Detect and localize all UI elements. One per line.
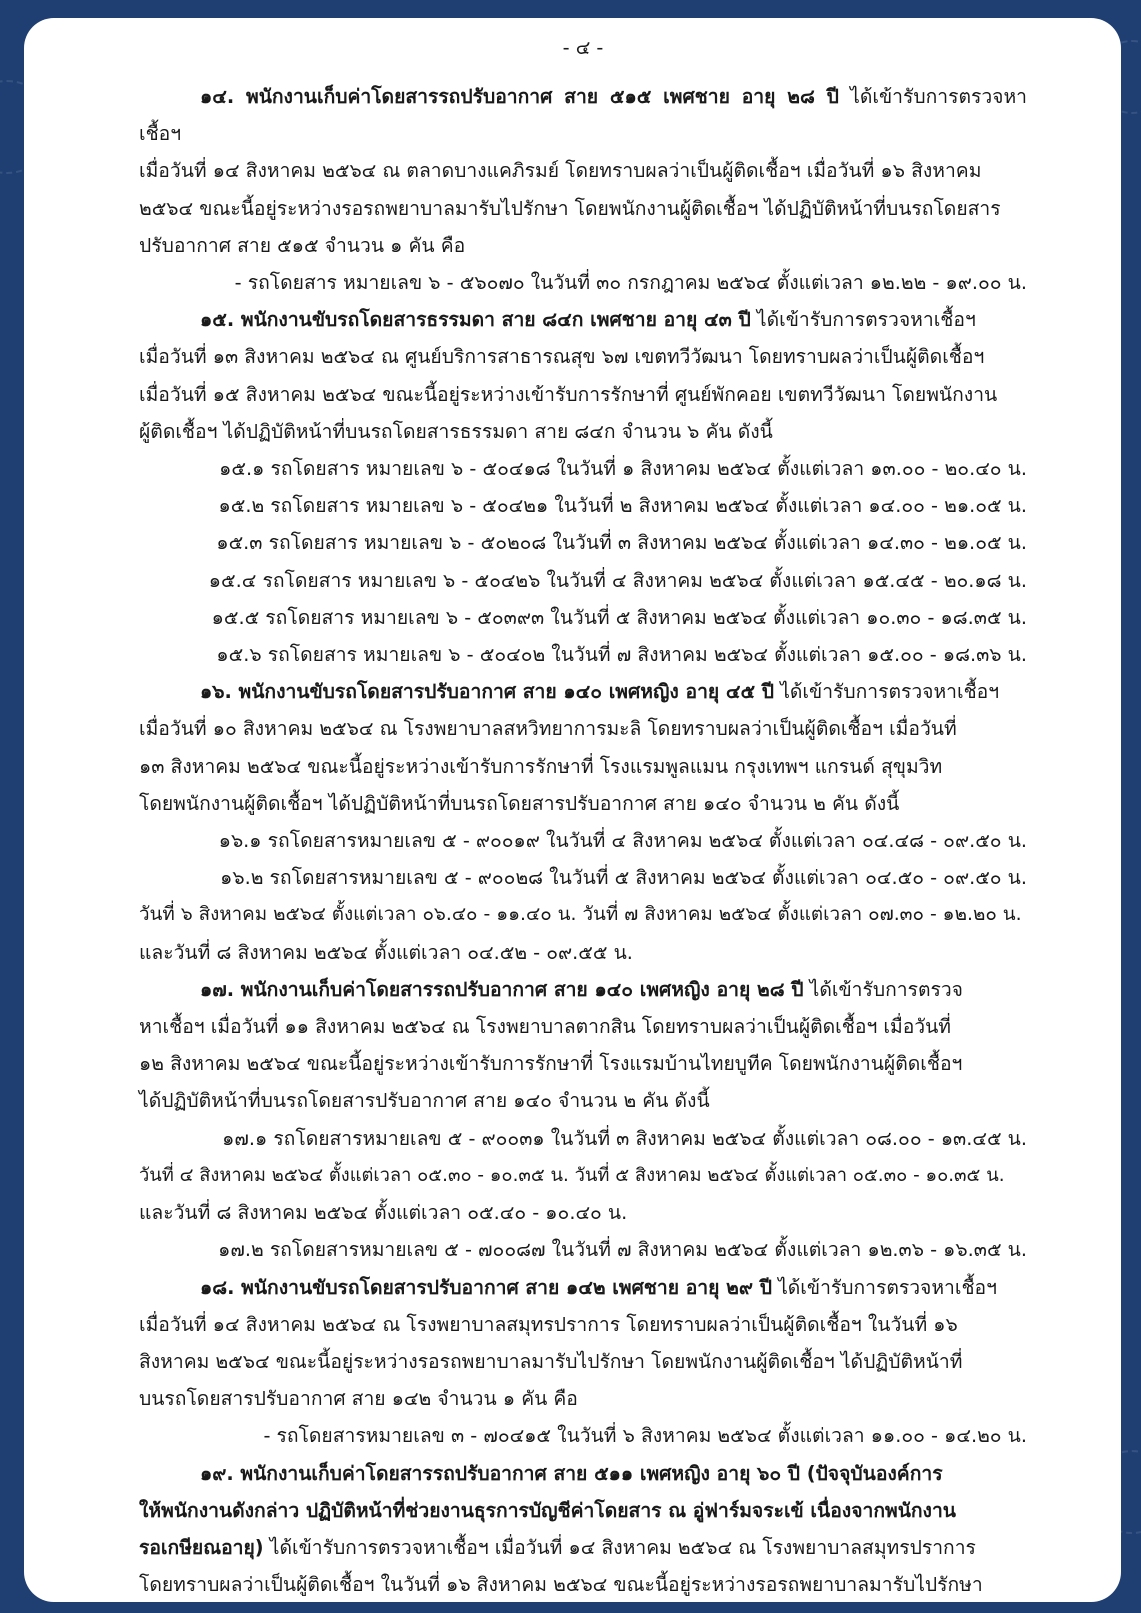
section-16-continuation: และวันที่ ๘ สิงหาคม ๒๕๖๔ ตั้งแต่เวลา ๐๔.๕๒ - ๐๙.๕๕ น. bbox=[139, 940, 633, 964]
section-lead: รอเกษียณอายุ) bbox=[139, 1535, 264, 1559]
section-17-item: ๑๗.๒ รถโดยสารหมายเลข ๕ - ๗๐๐๘๗ ในวันที่ ๗ สิงหาคม ๒๕๖๔ ตั้งแต่เวลา ๑๒.๓๖ - ๑๖.๓๕ น. bbox=[218, 1238, 1027, 1262]
section-15-item: ๑๕.๑ รถโดยสาร หมายเลข ๖ - ๕๐๔๑๘ ในวันที่ ๑ สิงหาคม ๒๕๖๔ ตั้งแต่เวลา ๑๓.๐๐ - ๒๐.๔๐ น. bbox=[219, 457, 1027, 481]
section-15-item: ๑๕.๒ รถโดยสาร หมายเลข ๖ - ๕๐๔๒๑ ในวันที่ ๒ สิงหาคม ๒๕๖๔ ตั้งแต่เวลา ๑๔.๐๐ - ๒๑.๐๕ น. bbox=[218, 494, 1027, 518]
section-16-continuation: วันที่ ๖ สิงหาคม ๒๕๖๔ ตั้งแต่เวลา ๐๖.๔๐ - ๑๑.๔๐ น. วันที่ ๗ สิงหาคม ๒๕๖๔ ตั้งแต่เวลา ๐๗.๓๐ - ๑๒.๒๐ น. bbox=[139, 904, 1022, 926]
section-19-para: ๑๙. พนักงานเก็บค่าโดยสารรถปรับอากาศ สาย ๕๑๑ เพศหญิง อายุ ๖๐ ปี (ปัจจุบันองค์การ ให้พนักงานดังกล่าว ปฏิบัติหน้าที่ช่วยงานธุรการบัญชีค่าโดยสาร ณ อู่ฟาร์มจระเข้ เนื่องจากพนักงาน รอเกษียณอายุ) ได้เข้ารับการตรวจหาเชื้อฯ เมื่อวันที่ ๑๔ สิงหาคม ๒๕๖๔ ณ โรงพยาบาลสมุทรปราการ โดยทราบผลว่าเป็นผู้ติดเชื้อฯ ในวันที่ ๑๖ สิงหาคม ๒๕๖๔ ขณะนี้อยู่ระหว่างรอรถพยาบาลมารับไปรักษา bbox=[139, 1461, 983, 1597]
section-16-item: ๑๖.๑ รถโดยสารหมายเลข ๕ - ๙๐๐๑๙ ในวันที่ ๔ สิงหาคม ๒๕๖๔ ตั้งแต่เวลา ๐๔.๔๘ - ๐๙.๕๐ น. bbox=[218, 829, 1027, 853]
section-16-item: ๑๖.๒ รถโดยสารหมายเลข ๕ - ๙๐๐๒๘ ในวันที่ ๕ สิงหาคม ๒๕๖๔ ตั้งแต่เวลา ๐๔.๕๐ - ๐๙.๕๐ น. bbox=[220, 866, 1027, 890]
section-15-item: ๑๕.๓ รถโดยสาร หมายเลข ๖ - ๕๐๒๐๘ ในวันที่ ๓ สิงหาคม ๒๕๖๔ ตั้งแต่เวลา ๑๔.๓๐ - ๒๑.๐๕ น. bbox=[216, 531, 1027, 555]
page-number: - ๔ - bbox=[562, 36, 604, 59]
section-lead: ๑๘. พนักงานขับรถโดยสารปรับอากาศ สาย ๑๔๒ เพศชาย อายุ ๒๙ ปี bbox=[200, 1275, 772, 1299]
section-17-continuation: วันที่ ๔ สิงหาคม ๒๕๖๔ ตั้งแต่เวลา ๐๕.๓๐ - ๑๐.๓๕ น. วันที่ ๕ สิงหาคม ๒๕๖๔ ตั้งแต่เวลา ๐๕.๓๐ - ๑๐.๓๕ น. bbox=[139, 1164, 1005, 1186]
section-17-item: ๑๗.๑ รถโดยสารหมายเลข ๕ - ๙๐๐๓๑ ในวันที่ ๓ สิงหาคม ๒๕๖๔ ตั้งแต่เวลา ๐๘.๐๐ - ๑๓.๔๕ น. bbox=[222, 1126, 1027, 1150]
section-15-item: ๑๕.๔ รถโดยสาร หมายเลข ๖ - ๕๐๔๒๖ ในวันที่ ๔ สิงหาคม ๒๕๖๔ ตั้งแต่เวลา ๑๕.๔๕ - ๒๐.๑๘ น. bbox=[208, 568, 1027, 592]
section-17-continuation: และวันที่ ๘ สิงหาคม ๒๕๖๔ ตั้งแต่เวลา ๐๕.๔๐ - ๑๐.๔๐ น. bbox=[139, 1201, 628, 1225]
section-lead: ๑๗. พนักงานเก็บค่าโดยสารรถปรับอากาศ สาย ๑๔๐ เพศหญิง อายุ ๒๘ ปี bbox=[200, 977, 804, 1001]
section-15-para: ๑๕. พนักงานขับรถโดยสารธรรมดา สาย ๘๔ก เพศชาย อายุ ๔๓ ปี ได้เข้ารับการตรวจหาเชื้อฯ เมื่อวันที่ ๑๓ สิงหาคม ๒๕๖๔ ณ ศูนย์บริการสาธารณสุข ๖๗ เขตทวีวัฒนา โดยทราบผลว่าเป็นผู้ติดเชื้อฯ เมื่อวันที่ ๑๕ สิงหาคม ๒๕๖๔ ขณะนี้อยู่ระหว่างเข้ารับการรักษาที่ ศูนย์พักคอย เขตทวีวัฒนา โดยพนักงาน ผู้ติดเชื้อฯ ได้ปฏิบัติหน้าที่บนรถโดยสารธรรมดา สาย ๘๔ก จำนวน ๖ คัน ดังนี้ bbox=[139, 308, 998, 443]
section-lead: ๑๕. พนักงานขับรถโดยสารธรรมดา สาย ๘๔ก เพศชาย อายุ ๔๓ ปี bbox=[200, 308, 751, 332]
section-15-item: ๑๕.๕ รถโดยสาร หมายเลข ๖ - ๕๐๓๙๓ ในวันที่ ๕ สิงหาคม ๒๕๖๔ ตั้งแต่เวลา ๑๐.๓๐ - ๑๘.๓๕ น. bbox=[211, 605, 1027, 629]
document-page bbox=[24, 18, 1121, 1602]
section-lead: ๑๙. พนักงานเก็บค่าโดยสารรถปรับอากาศ สาย ๕๑๑ เพศหญิง อายุ ๖๐ ปี (ปัจจุบันองค์การ bbox=[200, 1461, 943, 1485]
section-lead: ให้พนักงานดังกล่าว ปฏิบัติหน้าที่ช่วยงานธุรการบัญชีค่าโดยสาร ณ อู่ฟาร์มจระเข้ เนื่องจากพนักงาน bbox=[139, 1498, 956, 1522]
section-18-item: - รถโดยสารหมายเลข ๓ - ๗๐๔๑๕ ในวันที่ ๖ สิงหาคม ๒๕๖๔ ตั้งแต่เวลา ๑๑.๐๐ - ๑๔.๒๐ น. bbox=[263, 1424, 1027, 1448]
section-18-para: ๑๘. พนักงานขับรถโดยสารปรับอากาศ สาย ๑๔๒ เพศชาย อายุ ๒๙ ปี ได้เข้ารับการตรวจหาเชื้อฯ เมื่อวันที่ ๑๔ สิงหาคม ๒๕๖๔ ณ โรงพยาบาลสมุทรปราการ โดยทราบผลว่าเป็นผู้ติดเชื้อฯ ในวันที่ ๑๖ สิงหาคม ๒๕๖๔ ขณะนี้อยู่ระหว่างรอรถพยาบาลมารับไปรักษา โดยพนักงานผู้ติดเชื้อฯ ได้ปฏิบัติหน้าที่ บนรถโดยสารปรับอากาศ สาย ๑๔๒ จำนวน ๑ คัน คือ bbox=[139, 1275, 997, 1411]
section-lead: ๑๖. พนักงานขับรถโดยสารปรับอากาศ สาย ๑๔๐ เพศหญิง อายุ ๔๕ ปี bbox=[200, 680, 775, 704]
section-15-item: ๑๕.๖ รถโดยสาร หมายเลข ๖ - ๕๐๔๐๒ ในวันที่ ๗ สิงหาคม ๒๕๖๔ ตั้งแต่เวลา ๑๕.๐๐ - ๑๘.๓๖ น. bbox=[216, 643, 1027, 667]
section-14-item: - รถโดยสาร หมายเลข ๖ - ๕๖๐๗๐ ในวันที่ ๓๐ กรกฎาคม ๒๕๖๔ ตั้งแต่เวลา ๑๒.๒๒ - ๑๙.๐๐ น. bbox=[234, 271, 1027, 295]
section-lead: ๑๔. พนักงานเก็บค่าโดยสารรถปรับอากาศ สาย ๕๑๕ เพศชาย อายุ ๒๘ ปี bbox=[200, 85, 839, 108]
section-17-para: ๑๗. พนักงานเก็บค่าโดยสารรถปรับอากาศ สาย ๑๔๐ เพศหญิง อายุ ๒๘ ปี ได้เข้ารับการตรวจ หาเชื้อฯ เมื่อวันที่ ๑๑ สิงหาคม ๒๕๖๔ ณ โรงพยาบาลตากสิน โดยทราบผลว่าเป็นผู้ติดเชื้อฯ เมื่อวันที่ ๑๒ สิงหาคม ๒๕๖๔ ขณะนี้อยู่ระหว่างเข้ารับการรักษาที่ โรงแรมบ้านไทยบูทีค โดยพนักงานผู้ติดเชื้อฯ ได้ปฏิบัติหน้าที่บนรถโดยสารปรับอากาศ สาย ๑๔๐ จำนวน ๒ คัน ดังนี้ bbox=[139, 977, 963, 1113]
section-16-para: ๑๖. พนักงานขับรถโดยสารปรับอากาศ สาย ๑๔๐ เพศหญิง อายุ ๔๕ ปี ได้เข้ารับการตรวจหาเชื้อฯ เมื่อวันที่ ๑๐ สิงหาคม ๒๕๖๔ ณ โรงพยาบาลสหวิทยาการมะลิ โดยทราบผลว่าเป็นผู้ติดเชื้อฯ เมื่อวันที่ ๑๓ สิงหาคม ๒๕๖๔ ขณะนี้อยู่ระหว่างเข้ารับการรักษาที่ โรงแรมพูลแมน กรุงเทพฯ แกรนด์ สุขุมวิท โดยพนักงานผู้ติดเชื้อฯ ได้ปฏิบัติหน้าที่บนรถโดยสารปรับอากาศ สาย ๑๔๐ จำนวน ๒ คัน ดังนี้ bbox=[139, 680, 1000, 815]
document-body bbox=[139, 18, 1027, 1602]
section-14-para: ๑๔. พนักงานเก็บค่าโดยสารรถปรับอากาศ สาย ๕๑๕ เพศชาย อายุ ๒๘ ปี ได้เข้ารับการตรวจหาเชื้อฯ เมื่อวันที่ ๑๔ สิงหาคม ๒๕๖๔ ณ ตลาดบางแคภิรมย์ โดยทราบผลว่าเป็นผู้ติดเชื้อฯ เมื่อวันที่ ๑๖ สิงหาคม ๒๕๖๔ ขณะนี้อยู่ระหว่างรอรถพยาบาลมารับไปรักษา โดยพนักงานผู้ติดเชื้อฯ ได้ปฏิบัติหน้าที่บนรถโดยสาร ปรับอากาศ สาย ๕๑๕ จำนวน ๑ คัน คือ bbox=[139, 85, 1027, 257]
